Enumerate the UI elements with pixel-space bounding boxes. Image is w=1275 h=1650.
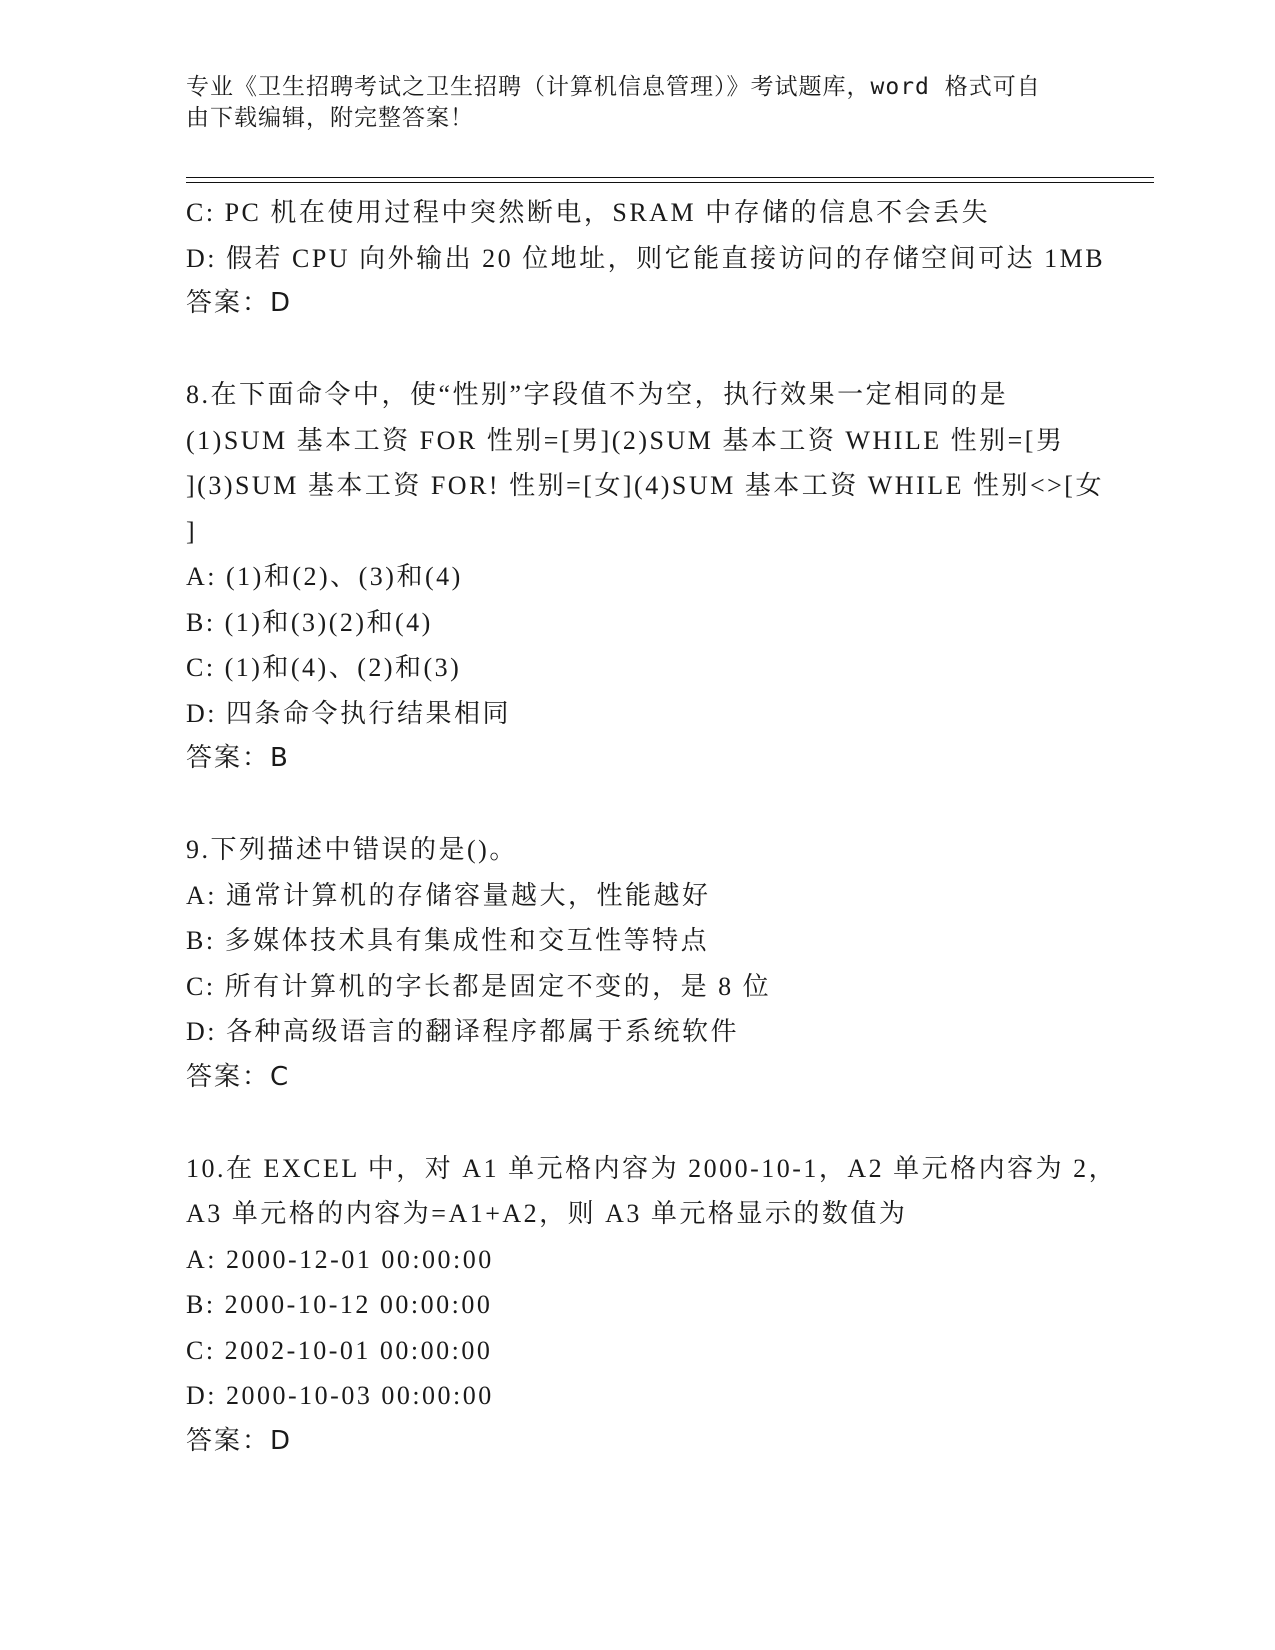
question-9-stem: 9.下列描述中错误的是()。 [186,835,518,864]
question-8-answer: 答案：B [186,743,290,773]
question-8-option-a: A: (1)和(2)、(3)和(4) [186,562,463,591]
question-10-answer: 答案：D [186,1425,293,1456]
question-7-block [186,190,1106,327]
question-9-option-c: C: 所有计算机的字长都是固定不变的，是 8 位 [186,971,772,1001]
document-header [186,72,1086,134]
question-9-answer: 答案：C [186,1061,291,1092]
header-line-2: 由下载编辑，附完整答案！ [186,105,474,131]
question-10-block [186,1146,1118,1465]
question-9-option-d: D: 各种高级语言的翻译程序都属于系统软件 [186,1017,740,1046]
question-9-block [186,827,1086,1100]
question-10-option-b: B: 2000-10-12 00:00:00 [186,1290,493,1319]
question-8-option-b: B: (1)和(3)(2)和(4) [186,607,433,637]
spacer [186,782,1086,828]
question-8-option-d: D: 四条命令执行结果相同 [186,698,512,728]
question-7-answer: 答案：D [186,288,293,318]
question-10-option-d: D: 2000-10-03 00:00:00 [186,1381,494,1410]
spacer [186,1100,1086,1146]
question-7-option-d: D: 假若 CPU 向外输出 20 位地址，则它能直接访问的存储空间可达 1MB [186,243,1106,273]
spacer [186,327,1086,373]
question-8-stem-line-3: ](3)SUM 基本工资 FOR! 性别=[女](4)SUM 基本工资 WHILE 性别<>[女 [186,471,1104,500]
question-content [186,190,1118,1464]
question-10-stem-line-1: 10.在 EXCEL 中，对 A1 单元格内容为 2000-10-1，A2 单元格内容为 2， [186,1153,1118,1183]
question-8-stem-line-4: ] [186,516,198,546]
question-9-option-b: B: 多媒体技术具有集成性和交互性等特点 [186,926,710,955]
question-7-option-c: C: PC 机在使用过程中突然断电，SRAM 中存储的信息不会丢失 [186,198,991,227]
header-divider-top [186,177,1154,178]
question-10-option-a: A: 2000-12-01 00:00:00 [186,1244,494,1274]
question-8-option-c: C: (1)和(4)、(2)和(3) [186,653,462,682]
question-10-stem-line-2: A3 单元格的内容为=A1+A2，则 A3 单元格显示的数值为 [186,1199,908,1228]
question-8-stem-line-1: 8.在下面命令中，使“性别”字段值不为空，执行效果一定相同的是 [186,380,1009,409]
header-divider-bottom [186,182,1154,183]
question-10-option-c: C: 2002-10-01 00:00:00 [186,1335,493,1365]
question-9-option-a: A: 通常计算机的存储容量越大，性能越好 [186,880,711,910]
question-8-stem-line-2: (1)SUM 基本工资 FOR 性别=[男](2)SUM 基本工资 WHILE 性别=[男 [186,425,1065,455]
question-8-block [186,372,1104,782]
header-line-1: 专业《卫生招聘考试之卫生招聘（计算机信息管理）》考试题库，word 格式可自 [186,74,1041,100]
